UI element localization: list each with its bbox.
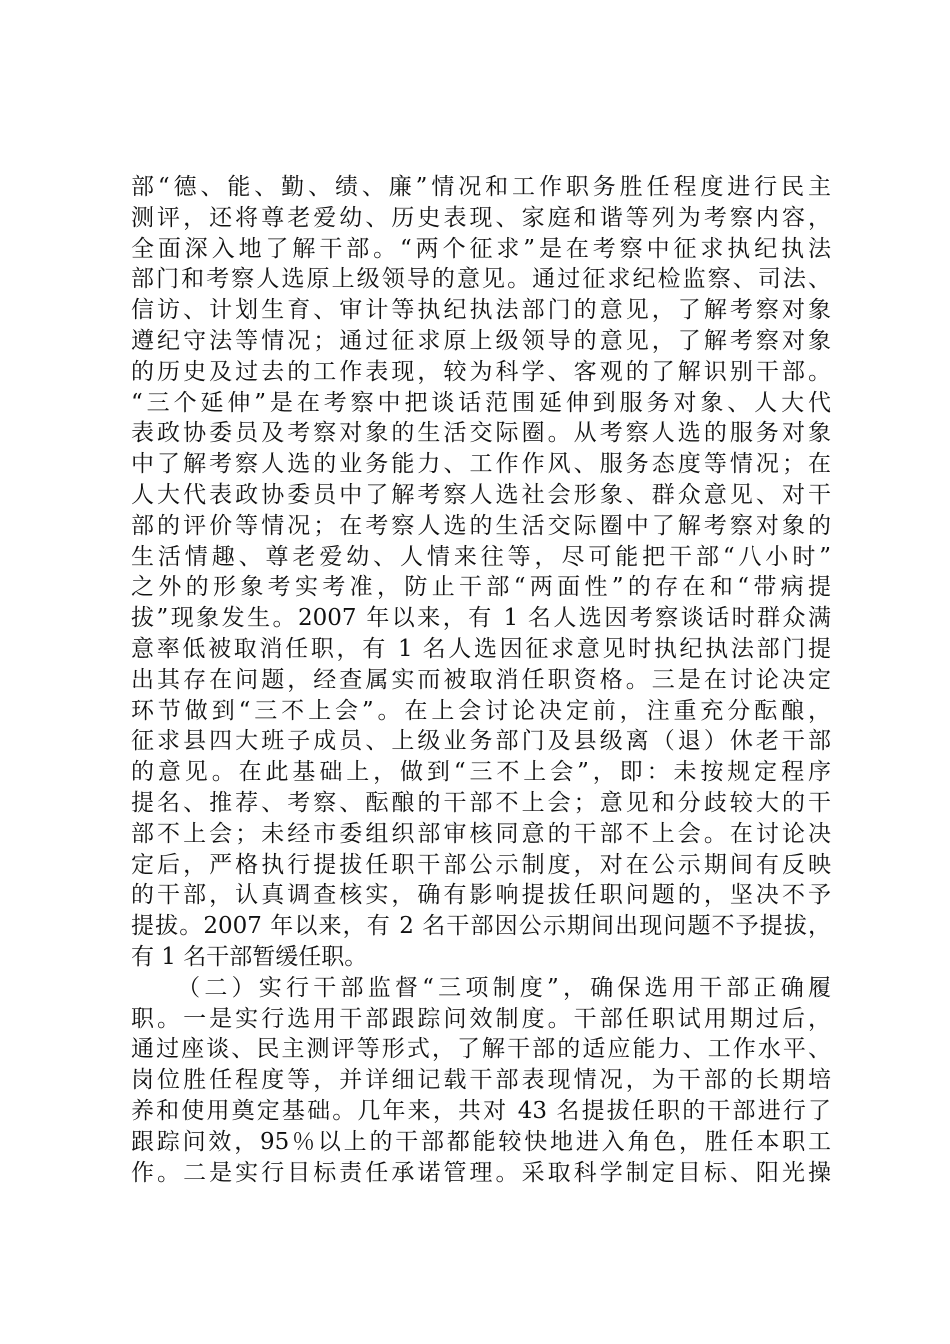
text-line: 中了解考察人选的业务能力、工作作风、服务态度等情况；在	[131, 451, 831, 478]
text-line: 生活情趣、尊老爱幼、人情来往等，尽可能把干部“八小时”	[131, 543, 831, 570]
document-body	[131, 172, 831, 1188]
text-line: 提名、推荐、考察、酝酿的干部不上会；意见和分歧较大的干	[131, 789, 831, 816]
text-line: 部“德、能、勤、绩、廉”情况和工作职务胜任程度进行民主	[131, 174, 831, 200]
text-line: 的意见。在此基础上，做到“三不上会”，即：未按规定程序	[131, 759, 831, 786]
text-line-paragraph-start: （二）实行干部监督“三项制度”，确保选用干部正确履	[131, 974, 831, 1001]
text-line: 部的评价等情况；在考察人选的生活交际圈中了解考察对象的	[131, 512, 831, 539]
text-line: 部不上会；未经市委组织部审核同意的干部不上会。在讨论决	[131, 820, 831, 847]
text-line-paragraph-end: 有 1 名干部暂缓任职。	[131, 943, 368, 970]
text-line: 部门和考察人选原上级领导的意见。通过征求纪检监察、司法、	[131, 266, 831, 293]
text-line: 岗位胜任程度等，并详细记载干部表现情况，为干部的长期培	[131, 1067, 831, 1094]
text-line: 作。二是实行目标责任承诺管理。采取科学制定目标、阳光操	[131, 1159, 831, 1186]
text-line: 定后，严格执行提拔任职干部公示制度，对在公示期间有反映	[131, 851, 831, 878]
text-line: 遵纪守法等情况；通过征求原上级领导的意见，了解考察对象	[131, 327, 831, 354]
text-line: “三个延伸”是在考察中把谈话范围延伸到服务对象、人大代	[131, 389, 831, 416]
text-line: 表政协委员及考察对象的生活交际圈。从考察人选的服务对象	[131, 420, 831, 447]
text-line: 测评，还将尊老爱幼、历史表现、家庭和谐等列为考察内容，	[131, 204, 831, 231]
text-line: 跟踪问效，95％以上的干部都能较快地进入角色，胜任本职工	[131, 1128, 831, 1155]
text-line: 征求县四大班子成员、上级业务部门及县级离（退）休老干部	[131, 728, 831, 755]
text-line: 信访、计划生育、审计等执纪执法部门的意见，了解考察对象	[131, 297, 831, 324]
text-line: 养和使用奠定基础。几年来，共对 43 名提拔任职的干部进行了	[131, 1097, 831, 1124]
text-line: 的干部，认真调查核实，确有影响提拔任职问题的，坚决不予	[131, 882, 831, 909]
text-line: 出其存在问题，经查属实而被取消任职资格。三是在讨论决定	[131, 666, 831, 693]
text-line: 的历史及过去的工作表现，较为科学、客观的了解识别干部。	[131, 358, 831, 385]
text-line: 提拔。2007 年以来，有 2 名干部因公示期间出现问题不予提拔，	[131, 913, 831, 940]
text-line: 拔”现象发生。2007 年以来，有 1 名人选因考察谈话时群众满	[131, 605, 831, 632]
text-line: 全面深入地了解干部。“两个征求”是在考察中征求执纪执法	[131, 235, 831, 262]
text-line: 意率低被取消任职，有 1 名人选因征求意见时执纪执法部门提	[131, 635, 831, 662]
text-line: 环节做到“三不上会”。在上会讨论决定前，注重充分酝酿，	[131, 697, 831, 724]
text-line: 职。一是实行选用干部跟踪问效制度。干部任职试用期过后，	[131, 1005, 831, 1032]
text-line: 通过座谈、民主测评等形式，了解干部的适应能力、工作水平、	[131, 1036, 831, 1063]
text-line: 之外的形象考实考准，防止干部“两面性”的存在和“带病提	[131, 574, 831, 601]
text-line: 人大代表政协委员中了解考察人选社会形象、群众意见、对干	[131, 481, 831, 508]
